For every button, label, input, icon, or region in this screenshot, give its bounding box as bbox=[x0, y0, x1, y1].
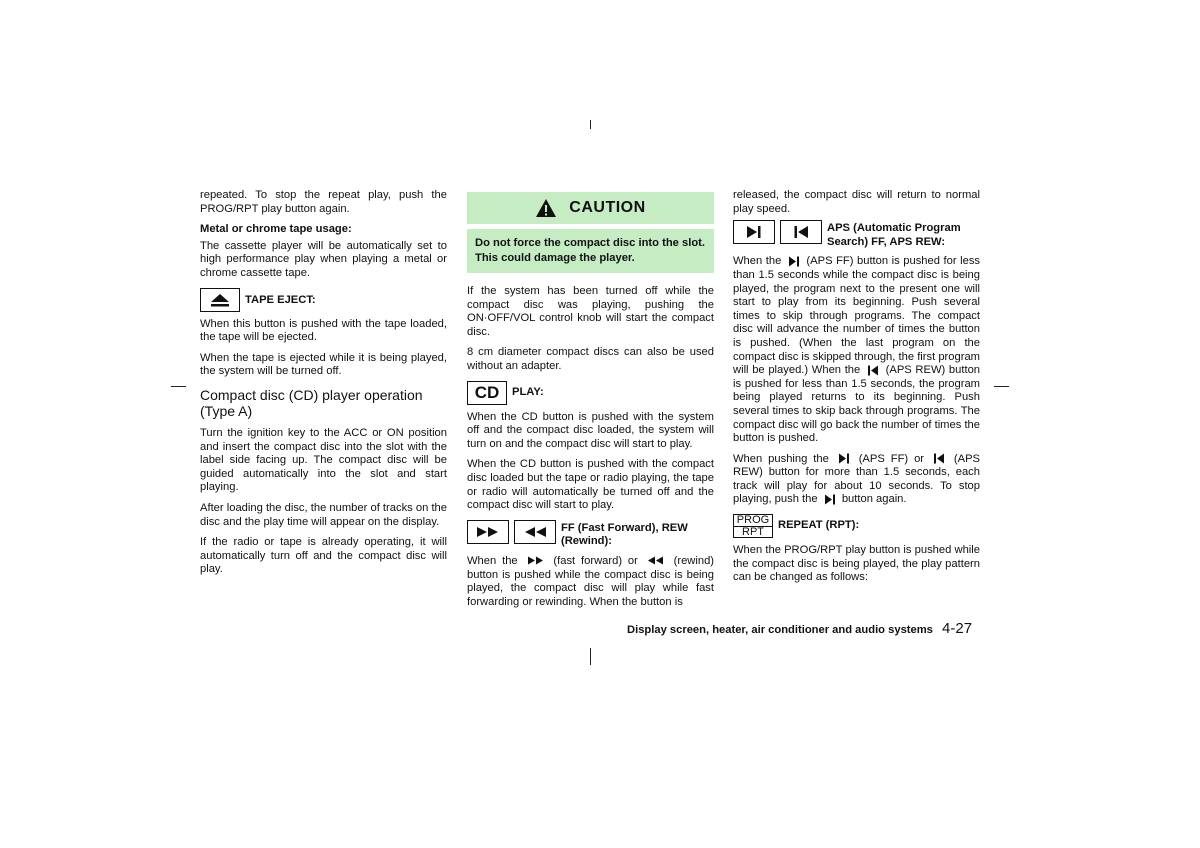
ff-text-a: When the bbox=[467, 554, 518, 567]
aps-text-b: (APS FF) button is pushed for less than 1.5 seconds while the compact disc is being played, the program next to the present one will start to play from its beginning. Push several times to skip through programs. The compact disc will advance the number of times the button is pushed. (When the last program on the compact disc is skipped through, the first program will be played.) When the bbox=[733, 255, 981, 377]
crop-mark-top bbox=[590, 120, 591, 129]
paragraph-system-off: If the system has been turned off while the compact disc was playing, pushing the ON·OFF/VOL control knob will start the compact disc. bbox=[467, 285, 714, 338]
paragraph-ff-rew bbox=[467, 555, 714, 609]
ff-text-b: (fast forward) or bbox=[553, 554, 638, 567]
paragraph-cd-3: If the radio or tape is already operating, it will automatically turn off and the compact disc will play. bbox=[200, 536, 447, 576]
tape-eject-heading bbox=[200, 288, 447, 312]
aps-ff-icon bbox=[788, 256, 800, 267]
paragraph-metal-tape: The cassette player will be automatically set to high performance play when playing a metal or chrome cassette tape. bbox=[200, 239, 447, 279]
column-left bbox=[200, 189, 447, 584]
aps-ff-icon bbox=[838, 453, 850, 464]
aps-text-a: When the bbox=[733, 255, 782, 268]
prog-rpt-button-icon bbox=[733, 514, 773, 538]
caution-title: CAUTION bbox=[569, 199, 646, 217]
column-middle bbox=[467, 192, 714, 616]
ff-rew-heading bbox=[467, 520, 714, 549]
play-label: PLAY: bbox=[512, 385, 544, 398]
paragraph-cd-2: After loading the disc, the number of tracks on the disc and the play time will appear on the display. bbox=[200, 501, 447, 528]
paragraph-8cm-disc: 8 cm diameter compact discs can also be used without an adapter. bbox=[467, 346, 714, 372]
aps-text-c: (APS REW) button is pushed for less than 1.5 seconds, the program being played returns to its beginning. Push several times to skip back through programs. The compact disc will go back the number of times the button is pushed. bbox=[733, 364, 981, 445]
eject-icon bbox=[200, 288, 240, 312]
rewind-button-icon bbox=[514, 520, 556, 544]
paragraph-eject-1: When this button is pushed with the tape loaded, the tape will be ejected. bbox=[200, 317, 447, 344]
section-title-cd: Compact disc (CD) player operation (Type A) bbox=[200, 386, 423, 419]
page-footer bbox=[627, 620, 972, 637]
fast-forward-icon bbox=[527, 556, 545, 565]
play-heading bbox=[467, 381, 714, 405]
ff-text-c: (rewind) button is pushed while the compact disc is being played, the compact disc will play while fast forwarding or rewinding. When the button is bbox=[467, 554, 715, 608]
aps-rew-icon bbox=[933, 453, 945, 464]
aps-ff-button-icon bbox=[733, 220, 775, 244]
paragraph-cd-1: Turn the ignition key to the ACC or ON position and insert the compact disc into the slot with the label side facing up. The compact disc will be guided automatically into the slot and start playing. bbox=[200, 426, 447, 494]
caution-text: Do not force the compact disc into the slot. This could damage the player. bbox=[467, 229, 714, 273]
paragraph-eject-2: When the tape is ejected while it is being played, the system will be turned off. bbox=[200, 351, 447, 378]
push-text-a: When pushing the bbox=[733, 452, 829, 465]
aps-label: APS (Automatic Program Search) FF, APS REW: bbox=[827, 222, 961, 248]
paragraph-aps bbox=[733, 255, 980, 445]
tape-eject-label: TAPE EJECT: bbox=[245, 293, 316, 306]
paragraph-aps-hold bbox=[733, 453, 980, 507]
paragraph-repeat-continued: repeated. To stop the repeat play, push the PROG/RPT play button again. bbox=[200, 189, 447, 215]
fast-forward-button-icon bbox=[467, 520, 509, 544]
page-number: 4-27 bbox=[942, 620, 973, 637]
aps-rew-button-icon bbox=[780, 220, 822, 244]
paragraph-repeat: When the PROG/RPT play button is pushed while the compact disc is being played, the play pattern can be changed as follows: bbox=[733, 544, 980, 584]
column-right bbox=[733, 189, 980, 592]
paragraph-released: released, the compact disc will return to normal play speed. bbox=[733, 189, 980, 215]
aps-rew-icon bbox=[867, 365, 879, 376]
caution-box bbox=[467, 192, 714, 224]
repeat-label: REPEAT (RPT): bbox=[778, 519, 860, 532]
warning-icon bbox=[535, 198, 557, 218]
paragraph-play-2: When the CD button is pushed with the compact disc loaded but the tape or radio playing, the tape or radio will automatically be turned off and the compact disc will start to play. bbox=[467, 458, 714, 512]
heading-metal-tape: Metal or chrome tape usage: bbox=[200, 223, 352, 236]
cd-icon-text: CD bbox=[474, 382, 500, 402]
rpt-text: RPT bbox=[742, 525, 764, 538]
push-text-c: (APS REW) button for more than 1.5 seconds, each track will play for about 10 seconds. To stop playing, push the bbox=[733, 452, 981, 506]
crop-mark-left bbox=[171, 386, 186, 387]
crop-mark-right bbox=[994, 386, 1009, 387]
aps-heading bbox=[733, 220, 980, 249]
repeat-heading bbox=[733, 514, 980, 538]
ff-rew-label: FF (Fast Forward), REW (Rewind): bbox=[561, 521, 688, 548]
push-text-d: button again. bbox=[841, 493, 907, 506]
cd-button-icon bbox=[467, 381, 507, 405]
footer-chapter-title: Display screen, heater, air conditioner and audio systems bbox=[627, 624, 933, 636]
paragraph-play-1: When the CD button is pushed with the system off and the compact disc loaded, the system will turn on and the compact disc will start to play. bbox=[467, 410, 714, 450]
rewind-icon bbox=[647, 556, 665, 565]
push-text-b: (APS FF) or bbox=[858, 452, 925, 465]
crop-mark-bottom bbox=[590, 648, 591, 665]
aps-ff-icon bbox=[824, 494, 836, 505]
prog-text: PROG bbox=[734, 515, 772, 527]
caution-header bbox=[467, 192, 714, 224]
